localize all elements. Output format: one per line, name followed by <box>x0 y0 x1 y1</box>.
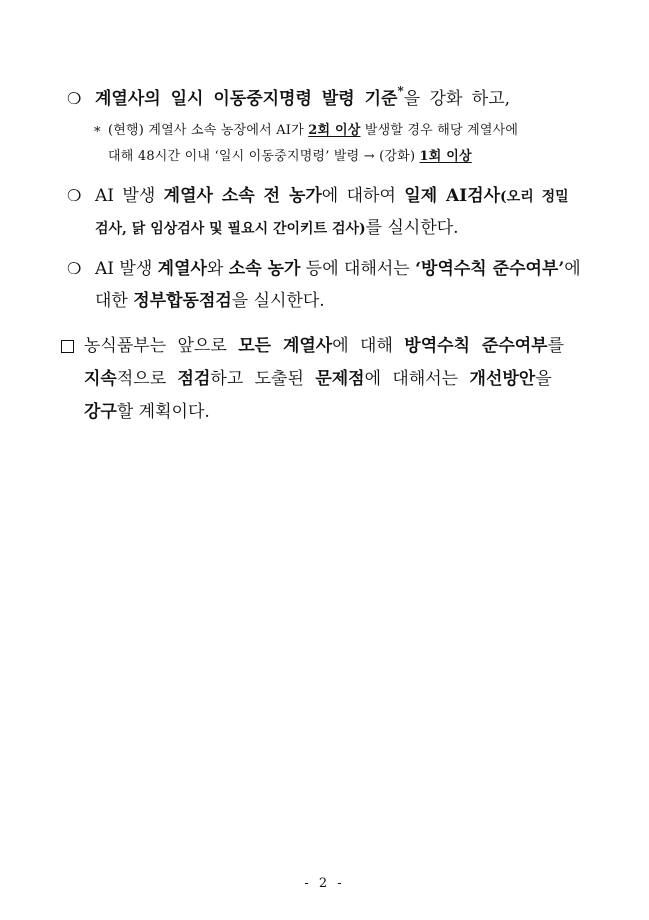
plain-text: 을 <box>535 369 552 389</box>
plain-text: 등에 대해서는 <box>300 259 416 279</box>
plain-text: 을 실시한다. <box>231 291 325 311</box>
footnote-line-2 <box>108 148 472 166</box>
plain-text: 적으로 <box>116 369 178 389</box>
footnote-asterisk: * <box>94 125 101 140</box>
bold-text: 방역수칙 준수여부 <box>404 336 548 356</box>
plain-text: 를 <box>547 336 565 356</box>
paragraph-3-line-1 <box>95 258 581 280</box>
plain-text: 발생할 경우 해당 계열사에 <box>360 123 519 138</box>
plain-text: 에 <box>564 259 581 279</box>
plain-text: AI 발생 <box>95 259 158 279</box>
bold-text: 계열사 <box>157 259 207 279</box>
bold-text: (오리 정밀 <box>500 189 569 205</box>
plain-text: 하고 도출된 <box>210 369 316 389</box>
paragraph-4-line-3 <box>84 401 210 423</box>
plain-text: 에 대해 <box>332 336 405 356</box>
footnote-line-1 <box>108 122 518 140</box>
circle-bullet-icon: ❍ <box>67 186 82 205</box>
emphasis-text: 1회 이상 <box>419 149 472 164</box>
plain-text: 할 계획이다. <box>116 402 210 422</box>
plain-text: 에 대해서는 <box>364 369 470 389</box>
plain-text: 을 강화 하고, <box>403 89 511 109</box>
plain-text: 대한 <box>95 291 134 311</box>
page-number: - 2 - <box>304 876 345 891</box>
circle-bullet-icon: ❍ <box>67 259 82 278</box>
bold-text: 강구 <box>84 402 117 422</box>
plain-text: (현행) 계열사 소속 농장에서 AI가 <box>108 123 309 138</box>
plain-text: 와 <box>206 259 229 279</box>
bold-text: 일제 AI검사 <box>404 186 501 206</box>
emphasis-text: 2회 이상 <box>308 123 361 138</box>
paragraph-3-line-2 <box>95 290 325 312</box>
square-bullet-icon <box>61 340 74 353</box>
paragraph-2-line-2 <box>95 217 459 240</box>
bold-text: ‘방역수칙 준수여부’ <box>415 259 565 279</box>
plain-text: AI 발생 <box>95 186 164 206</box>
plain-text: 에 대하여 <box>321 186 405 206</box>
paragraph-4-line-2 <box>84 368 552 390</box>
bold-text: 정부합동점검 <box>133 291 232 311</box>
bold-text: 지속 <box>84 369 117 389</box>
plain-text: 농식품부는 앞으로 <box>84 336 239 356</box>
bold-text: 모든 계열사 <box>238 336 333 356</box>
bold-text: 문제점 <box>315 369 365 389</box>
bold-text: 계열사의 일시 이동중지명령 발령 기준 <box>95 89 398 109</box>
bold-text: 소속 농가 <box>228 259 301 279</box>
plain-text: 를 실시한다. <box>365 218 459 238</box>
paragraph-2-line-1 <box>95 185 569 208</box>
bold-text: 계열사 소속 전 농가 <box>163 186 322 206</box>
circle-bullet-icon: ❍ <box>67 89 82 108</box>
paragraph-4-line-1 <box>84 335 564 357</box>
bold-text: 개선방안 <box>469 369 536 389</box>
bold-text: 점검 <box>177 369 211 389</box>
paragraph-1-line-1 <box>95 84 511 111</box>
plain-text: 대해 48시간 이내 ‘일시 이동중지명령’ 발령 → (강화) <box>108 149 420 164</box>
bold-text: 검사, 닭 임상검사 및 필요시 간이키트 검사) <box>95 221 366 237</box>
footnote-marker: * <box>397 84 404 98</box>
